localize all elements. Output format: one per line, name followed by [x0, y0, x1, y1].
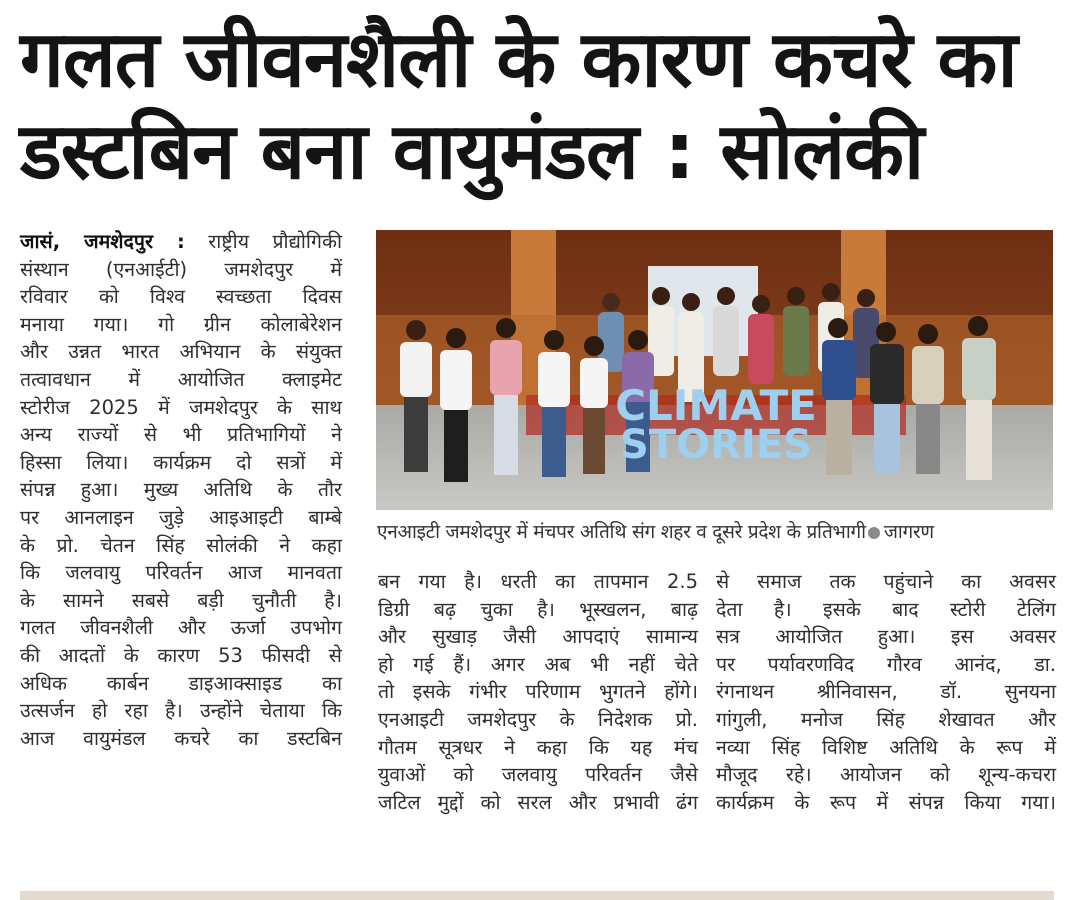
article-line: हिस्सा लिया। कार्यक्रम दो सत्रों में [20, 450, 342, 474]
headline-line-1: गलत जीवनशैली के कारण कचरे का [20, 15, 1017, 105]
headline [20, 14, 1060, 198]
article-line: और सुखाड़ जैसी आपदाएं सामान्य [378, 625, 698, 649]
article-line: संस्थान (एनआईटी) जमशेदपुर में [20, 257, 342, 281]
caption-text: एनआइटी जमशेदपुर में मंचपर अतिथि संग शहर व दूसरे प्रदेश के प्रतिभागी [377, 521, 866, 543]
article-line: जटिल मुद्दों को सरल और प्रभावी ढंग [378, 790, 698, 814]
article-line: पर पर्यावरणविद गौरव आनंद, डा. [716, 652, 1056, 676]
article-line: गांगुली, मनोज सिंह शेखावत और [716, 707, 1056, 731]
article-column-3 [716, 568, 1056, 816]
article-line: अन्य राज्यों से भी प्रतिभागियों ने [20, 423, 342, 447]
article-line: पर आनलाइन जुड़े आइआइटी बाम्बे [20, 505, 342, 529]
photo-credit: जागरण [883, 521, 934, 543]
event-photo [376, 230, 1053, 510]
bullet-dot-icon [868, 527, 880, 539]
article-line: गौतम सूत्रधर ने कहा कि यह मंच [378, 735, 698, 759]
article-line: डिग्री बढ़ चुका है। भूस्खलन, बाढ़ [378, 597, 698, 621]
article-line: कि जलवायु परिवर्तन आज मानवता [20, 561, 342, 585]
dateline: जासं, जमशेदपुर : [20, 230, 185, 253]
article-column-2 [378, 568, 698, 816]
article-line: देता है। इसके बाद स्टोरी टेलिंग [716, 597, 1056, 621]
article-line: के सामने सबसे बड़ी चुनौती है। [20, 588, 342, 612]
article-line: एनआइटी जमशेदपुर के निदेशक प्रो. [378, 707, 698, 731]
sign-text-2: STORIES [620, 422, 812, 468]
bottom-strip [20, 891, 1054, 900]
article-line: नव्या सिंह विशिष्ट अतिथि के रूप में [716, 735, 1056, 759]
article-line: उत्सर्जन हो रहा है। उन्होंने चेताया कि [20, 699, 342, 723]
photo-illustration [376, 230, 1053, 510]
article-line: स्टोरीज 2025 में जमशेदपुर के साथ [20, 395, 342, 419]
article-line: बन गया है। धरती का तापमान 2.5 [378, 570, 698, 593]
article-line: की आदतों के कारण 53 फीसदी से [20, 643, 342, 667]
article-line: रविवार को विश्व स्वच्छता दिवस [20, 285, 342, 309]
article-line: तत्वावधान में आयोजित क्लाइमेट [20, 367, 342, 391]
article-line: रंगनाथन श्रीनिवासन, डॉ. सुनयना [716, 680, 1056, 704]
article-line: गलत जीवनशैली और ऊर्जा उपभोग [20, 616, 342, 640]
sign-text-1: CLIMATE [615, 381, 817, 430]
article-line: तो इसके गंभीर परिणाम भुगतने होंगे। [378, 680, 698, 704]
article-line: युवाओं को जलवायु परिवर्तन जैसे [378, 763, 698, 787]
article-line: मौजूद रहे। आयोजन को शून्य-कचरा [716, 763, 1056, 787]
article-line: संपन्न हुआ। मुख्य अतिथि के तौर [20, 478, 342, 502]
article-line: और उन्नत भारत अभियान के संयुक्त [20, 340, 342, 364]
article-line: के प्रो. चेतन सिंह सोलंकी ने कहा [20, 533, 342, 557]
article-line: अधिक कार्बन डाइआक्साइड का [20, 671, 342, 695]
article-line: जासं, जमशेदपुर : राष्ट्रीय प्रौद्योगिकी [20, 230, 342, 253]
climate-stories-sign [615, 381, 817, 468]
article-line: आज वायुमंडल कचरे का डस्टबिन [20, 726, 342, 750]
photo-caption [377, 519, 1057, 545]
article-line: हो गई हैं। अगर अब भी नहीं चेते [378, 652, 698, 676]
headline-line-2: डस्टबिन बना वायुमंडल : सोलंकी [20, 107, 924, 197]
article-line: से समाज तक पहुंचाने का अवसर [716, 570, 1056, 593]
article-line: मनाया गया। गो ग्रीन कोलाबेरेशन [20, 312, 342, 336]
article-line: सत्र आयोजित हुआ। इस अवसर [716, 625, 1056, 649]
article-line: कार्यक्रम के रूप में संपन्न किया गया। [716, 790, 1056, 814]
article-column-1 [20, 228, 342, 752]
